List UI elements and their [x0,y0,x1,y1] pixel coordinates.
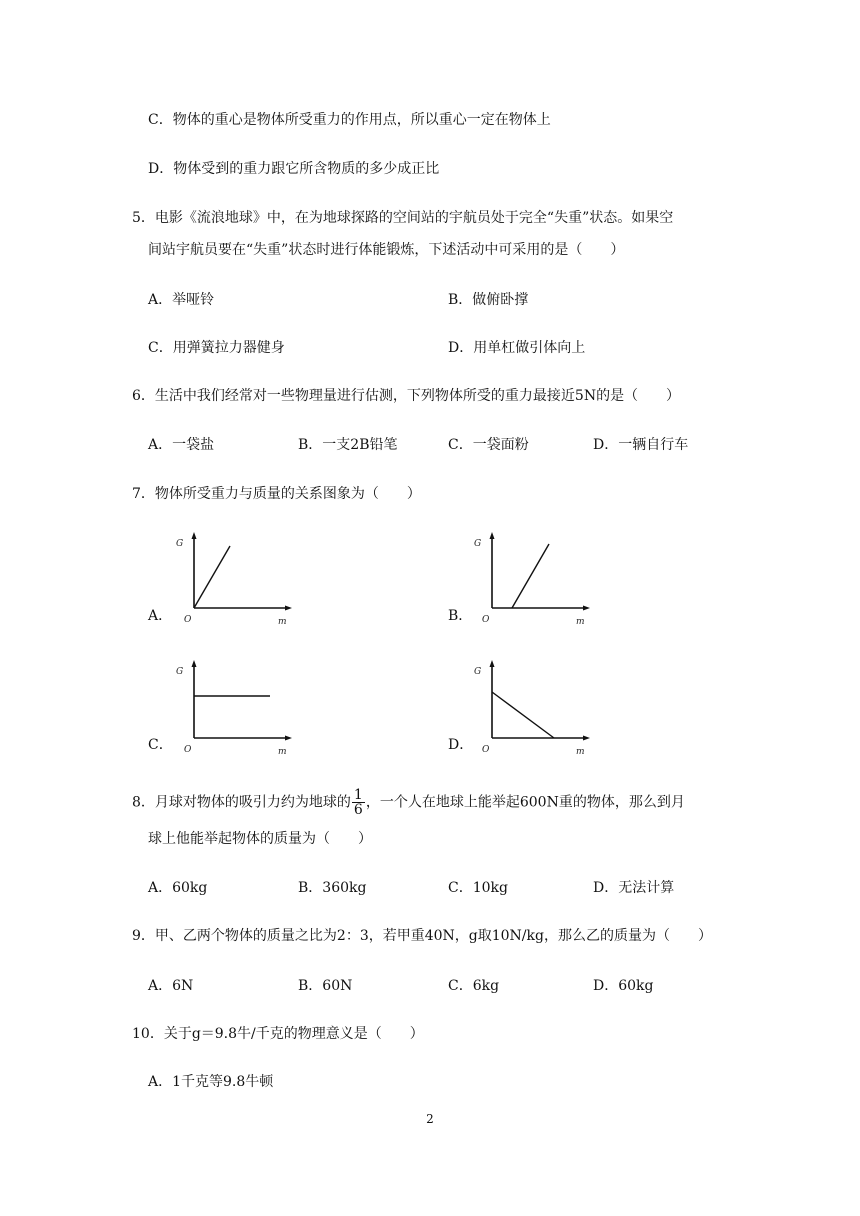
x-axis-label: m [576,747,585,757]
page-number: 2 [426,1112,434,1126]
q4-option-c: C．物体的重心是物体所受重力的作用点，所以重心一定在物体上 [148,112,551,128]
q8-option-b: B．360kg [298,880,367,896]
q7-graph-b [470,530,592,630]
fraction-numerator: 1 [353,787,363,803]
q9-option-b: B．60N [298,978,353,994]
fraction-one-sixth [352,788,365,817]
q8-stem-post: ，一个人在地球上能举起600N重的物体，那么到月 [365,794,685,811]
x-axis-label: m [278,747,287,757]
q7-graph-c-label: C． [148,737,173,753]
q8-stem-pre: 8．月球对物体的吸引力约为地球的 [132,794,351,811]
q5-stem-line2: 间站宇航员要在“失重”状态时进行体能锻炼，下述活动中可采用的是（ ） [148,242,625,258]
q9-option-c: C．6kg [448,978,500,994]
q7-graph-d-label: D． [448,737,474,753]
x-axis-label: m [278,617,287,627]
q5-option-d: D．用单杠做引体向上 [448,340,586,356]
fraction-denominator: 6 [353,802,363,818]
q7-graph-a-label: A． [148,608,173,624]
origin-label: O [184,745,192,755]
q6-option-a: A．一袋盐 [148,437,215,453]
y-axis-label: G [176,667,184,677]
origin-label: O [482,615,490,625]
q10-option-a: A．1千克等9.8牛顿 [148,1074,274,1090]
q7-graph-c [172,658,294,758]
q5-option-b: B．做俯卧撑 [448,292,529,308]
q6-option-d: D．一辆自行车 [593,437,689,453]
y-axis-label: G [474,667,482,677]
y-axis-label: G [474,539,482,549]
q7-graph-b-label: B． [448,608,473,624]
q10-stem: 10．关于g＝9.8牛/千克的物理意义是（ ） [132,1026,424,1042]
q6-option-c: C．一袋面粉 [448,437,529,453]
y-axis-label: G [176,539,184,549]
q6-option-b: B．一支2B铅笔 [298,437,398,453]
q9-stem: 9．甲、乙两个物体的质量之比为2：3，若甲重40N，g取10N/kg，那么乙的质量为（ ） [132,928,712,944]
q6-stem: 6．生活中我们经常对一些物理量进行估测，下列物体所受的重力最接近5N的是（ ） [132,388,681,404]
q8-stem-line2: 球上他能举起物体的质量为（ ） [148,831,372,847]
x-axis-label: m [576,617,585,627]
q7-graph-a [172,530,294,630]
q8-stem-line1 [132,788,685,817]
q8-option-a: A．60kg [148,880,208,896]
q8-option-d: D．无法计算 [593,880,675,896]
origin-label: O [184,615,192,625]
q8-option-c: C．10kg [448,880,508,896]
q5-stem-line1: 5．电影《流浪地球》中，在为地球探路的空间站的宇航员处于完全“失重”状态。如果空 [132,210,674,226]
q9-option-d: D．60kg [593,978,654,994]
q4-option-d: D．物体受到的重力跟它所含物质的多少成正比 [148,161,440,177]
q7-stem: 7．物体所受重力与质量的关系图象为（ ） [132,486,421,502]
q5-option-c: C．用弹簧拉力器健身 [148,340,285,356]
origin-label: O [482,745,490,755]
q9-option-a: A．6N [148,978,194,994]
q5-option-a: A．举哑铃 [148,292,215,308]
q7-graph-d [470,658,592,758]
